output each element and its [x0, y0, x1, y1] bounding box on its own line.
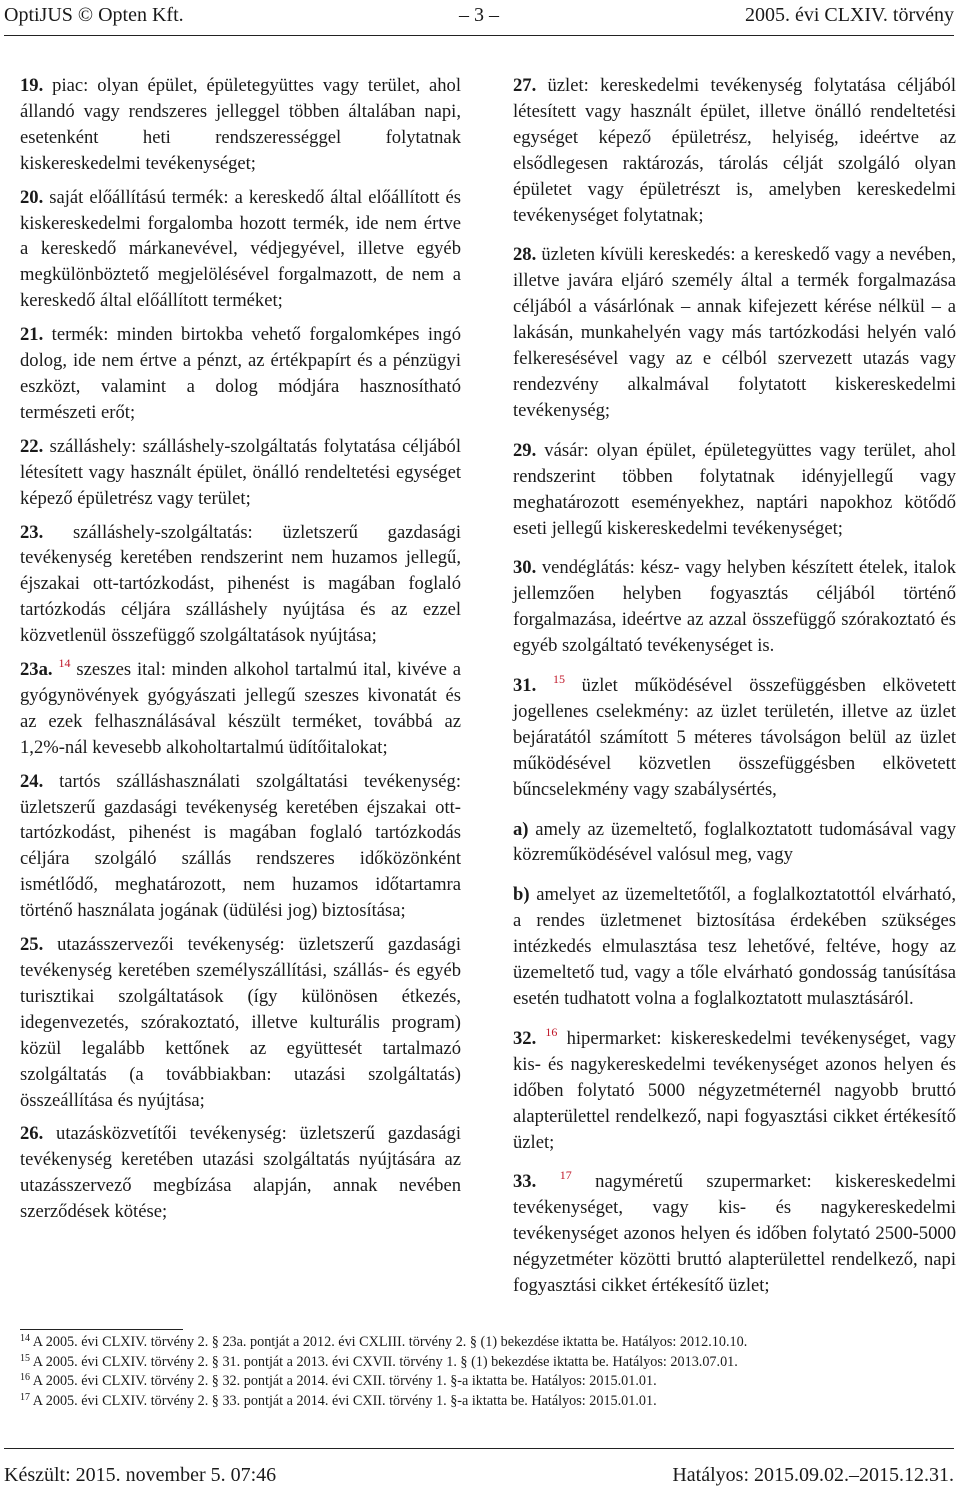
footnote-text: A 2005. évi CLXIV. törvény 2. § 31. pontját a 2013. évi CXVII. törvény 1. § (1) bekezdése iktatta be. Hatályos: 2013.07.01.: [30, 1353, 738, 1370]
entry-text: üzleten kívüli kereskedés: a kereskedő vagy a nevében, illetve javára eljáró személy által a termék forgalmazása céljából a vásárlónak – annak kifejezett kérése nélkül – a lakásán, munkahelyén vagy más tartózkodási helyén való felkeresésével vagy az e célból szervezett utazás vagy rendezvény alkalmával folytatott kiskereskedelmi tevékenység;: [513, 244, 956, 421]
definition-entry: [513, 1169, 956, 1299]
entry-text: utazásközvetítői tevékenység: üzletszerű gazdasági tevékenység keretében utazási szolgáltatás nyújtására az utazásszervező megbízása alapján, annak nevében szerződések kötése;: [20, 1123, 461, 1223]
footer-created: Készült: 2015. november 5. 07:46: [4, 1464, 277, 1486]
entry-number: 23.: [20, 521, 44, 543]
entry-text: vendéglátás: kész- vagy helyben készített ételek, italok jellemzően helyben fogyasztás céljából történő forgalmazása, ideértve az azzal összefüggő szórakoztató és egyéb szolgáltató tevékenységet is.: [513, 557, 956, 657]
entry-number: 30.: [513, 557, 537, 579]
entry-text: saját előállítású termék: a kereskedő által előállított és kiskereskedelmi forgalomba hozott termék, ide nem értve a kereskedő márkanevével, védjegyével, illetve egyéb megkülönböztető megjelölésével forgalmazott, de nem a kereskedő által előállított terméket;: [20, 186, 461, 312]
definition-entry: [20, 322, 461, 426]
definition-entry: [513, 438, 956, 542]
entry-text: utazásszervezői tevékenység: üzletszerű gazdasági tevékenység keretében személyszállítási, szállás- és egyéb turisztikai szolgáltatások (így különösen étkezés, idegenvezetés, szórakoztató, illetve kulturális program) közül legalább kettőnek az együttesét tartalmazó szolgáltatás (a továbbiakban: utazási szolgáltatás) összeállítása és nyújtása;: [20, 934, 461, 1111]
page-header: [4, 2, 954, 32]
footnote: [20, 1372, 930, 1392]
entry-text: üzlet működésével összefüggésben elkövetett jogellenes cselekmény: az üzlet területén, illetve az üzlet bejáratától számított 5 méteres távolságon belül az üzlet működésével közvetlen összefüggésben elkövetett bűncselekmény vagy szabálysértés,: [513, 675, 956, 800]
entry-number: 21.: [20, 324, 44, 346]
footnote: [20, 1353, 930, 1373]
entry-text: amely az üzemeltető, foglalkoztatott tudomásával vagy közreműködésével valósul meg, vagy: [513, 818, 956, 866]
footnote-text: A 2005. évi CLXIV. törvény 2. § 33. pontját a 2014. évi CXII. törvény 1. §-a iktatta be. Hatályos: 2015.01.01.: [30, 1392, 657, 1409]
footnote: [20, 1392, 930, 1412]
definition-entry: [20, 657, 461, 761]
footnote-reference[interactable]: 15: [552, 672, 565, 687]
footnotes: [20, 1333, 930, 1411]
footnote-number: 14: [20, 1333, 30, 1344]
entry-number: 23a.: [20, 659, 53, 681]
definition-entry: [20, 769, 461, 924]
header-page-number: – 3 –: [459, 4, 499, 26]
entry-text: nagyméretű szupermarket: kiskereskedelmi tevékenységet, vagy kis- és nagykereskedelmi tevékenységet azonos helyen és időben folytató 2500-5000 négyzetméter közötti bruttó alapterülettel rendelkező, napi fogyasztási cikket értékesítő üzlet;: [513, 1171, 956, 1297]
definition-entry: [513, 882, 956, 1012]
footnote-number: 15: [20, 1352, 30, 1364]
left-column: [20, 73, 461, 1233]
right-column: [513, 73, 956, 1313]
entry-number: a): [513, 818, 529, 840]
footnote-reference[interactable]: 16: [545, 1024, 558, 1039]
entry-number: 32.: [513, 1027, 537, 1049]
footnote-rule: [20, 1329, 183, 1330]
definition-entry: [513, 817, 956, 869]
definition-entry: [513, 1026, 956, 1156]
definition-entry: [20, 1121, 461, 1225]
footnote-reference[interactable]: 14: [58, 656, 71, 671]
entry-number: 22.: [20, 435, 44, 457]
entry-number: 29.: [513, 439, 537, 461]
entry-text: üzlet: kereskedelmi tevékenység folytatása céljából létesített vagy használt épület, illetve önálló rendeltetési egységet képező épületrész, helyiség, ideértve az elsődlegesen raktározás, tárolás célját szolgáló olyan épületet vagy épületrészt is, amelyben kereskedelmi tevékenységet folytatnak;: [513, 75, 956, 226]
entry-text: tartós szálláshasználati szolgáltatási tevékenység: üzletszerű gazdasági tevékenység keretében éjszakai ott-tartózkodást, pihenést is magában foglaló tartózkodás céljára szolgáló szállás rendszeres időközönként ismétlődő, meghatározott, nem huzamos időtartamra történő használata jogának (üdülési jog) biztosítása;: [20, 770, 461, 922]
footnote-number: 17: [20, 1391, 30, 1403]
entry-number: 26.: [20, 1123, 44, 1145]
entry-text: amelyet az üzemeltetőtől, a foglalkoztatottól elvárható, a rendes üzletmenet biztosítása érdekében szükséges intézkedés elmulasztása tesz lehetővé, feltéve, hogy az üzemeltető tud, vagy a tőle elvárható gondosság tanúsítása esetén tudhatott volna a foglalkoztatott mulasztásáról.: [513, 884, 956, 1009]
entry-text: piac: olyan épület, épületegyüttes vagy terület, ahol állandó vagy rendszeres jelleggel többen általában napi, esetenként heti rendszerességgel folytatnak kiskereskedelmi tevékenységet;: [20, 75, 461, 174]
entry-number: 33.: [513, 1171, 537, 1193]
footer-rule: [4, 1448, 954, 1449]
footnote-text: A 2005. évi CLXIV. törvény 2. § 32. pontját a 2014. évi CXII. törvény 1. §-a iktatta be. Hatályos: 2015.01.01.: [30, 1373, 657, 1390]
entry-text: termék: minden birtokba vehető forgalomképes ingó dolog, ide nem értve a pénzt, az értékpapírt és a pénzügyi eszközt, valamint a dolog módjára hasznosítható természeti erőt;: [20, 324, 461, 423]
definition-entry: [513, 73, 956, 228]
footnote-number: 16: [20, 1372, 30, 1384]
header-law-title: 2005. évi CLXIV. törvény: [744, 4, 954, 26]
entry-number: 27.: [513, 75, 537, 96]
entry-number: b): [513, 884, 530, 906]
definition-entry: [20, 434, 461, 512]
entry-text: szálláshely-szolgáltatás: üzletszerű gazdasági tevékenység keretében rendszerint nem huzamos jellegű, éjszakai ott-tartózkodást, pihenést is magában foglaló tartózkodás céljára szálláshely nyújtása és az ezzel közvetlenül összefüggő szolgáltatások nyújtása;: [20, 521, 461, 647]
header-publisher: OptiJUS © Opten Kft.: [4, 4, 184, 26]
entry-number: 19.: [20, 75, 44, 96]
definition-entry: [20, 73, 461, 177]
footnote-reference[interactable]: 17: [559, 1168, 572, 1183]
page-footer: [4, 1448, 954, 1486]
entry-number: 25.: [20, 934, 44, 956]
entry-text: szeszes ital: minden alkohol tartalmú ital, kivéve a gyógynövények gyógyászati jellegű szeszes kivonatát és az ezek felhasználásával készült terméket, továbbá az 1,2%-nál kevesebb alkoholtartalmú üdítőitalokat;: [20, 659, 461, 758]
footnote-text: A 2005. évi CLXIV. törvény 2. § 23a. pontját a 2012. évi CXLIII. törvény 2. § (1) bekezdése iktatta be. Hatályos: 2012.10.10.: [30, 1334, 748, 1350]
entry-number: 24.: [20, 770, 44, 792]
header-rule: [4, 35, 954, 36]
definition-entry: [513, 555, 956, 659]
entry-number: 28.: [513, 244, 537, 266]
footnote: [20, 1333, 930, 1353]
definition-entry: [513, 673, 956, 803]
definition-entry: [20, 932, 461, 1113]
entry-text: vásár: olyan épület, épületegyüttes vagy terület, ahol rendszerint többen folytatnak idényjellegű vagy meghatározott eseményekhez, naptári napokhoz kötődő eseti jellegű kiskereskedelmi tevékenységet;: [513, 439, 956, 539]
entry-number: 31.: [513, 675, 537, 697]
entry-text: hipermarket: kiskereskedelmi tevékenységet, vagy kis- és nagykereskedelmi tevékenységet azonos helyen és időben folytató 5000 négyzetméternél nagyobb bruttó alapterülettel rendelkező, napi fogyasztási cikket értékesítő üzlet;: [513, 1027, 956, 1153]
definition-entry: [20, 520, 461, 650]
definition-entry: [513, 242, 956, 423]
footer-effective: Hatályos: 2015.09.02.–2015.12.31.: [672, 1464, 954, 1486]
definition-entry: [20, 185, 461, 315]
entry-number: 20.: [20, 186, 44, 208]
entry-text: szálláshely: szálláshely-szolgáltatás folytatása céljából létesített vagy használt épület, önálló rendeltetési egységet képező épületrész vagy terület;: [20, 435, 461, 509]
